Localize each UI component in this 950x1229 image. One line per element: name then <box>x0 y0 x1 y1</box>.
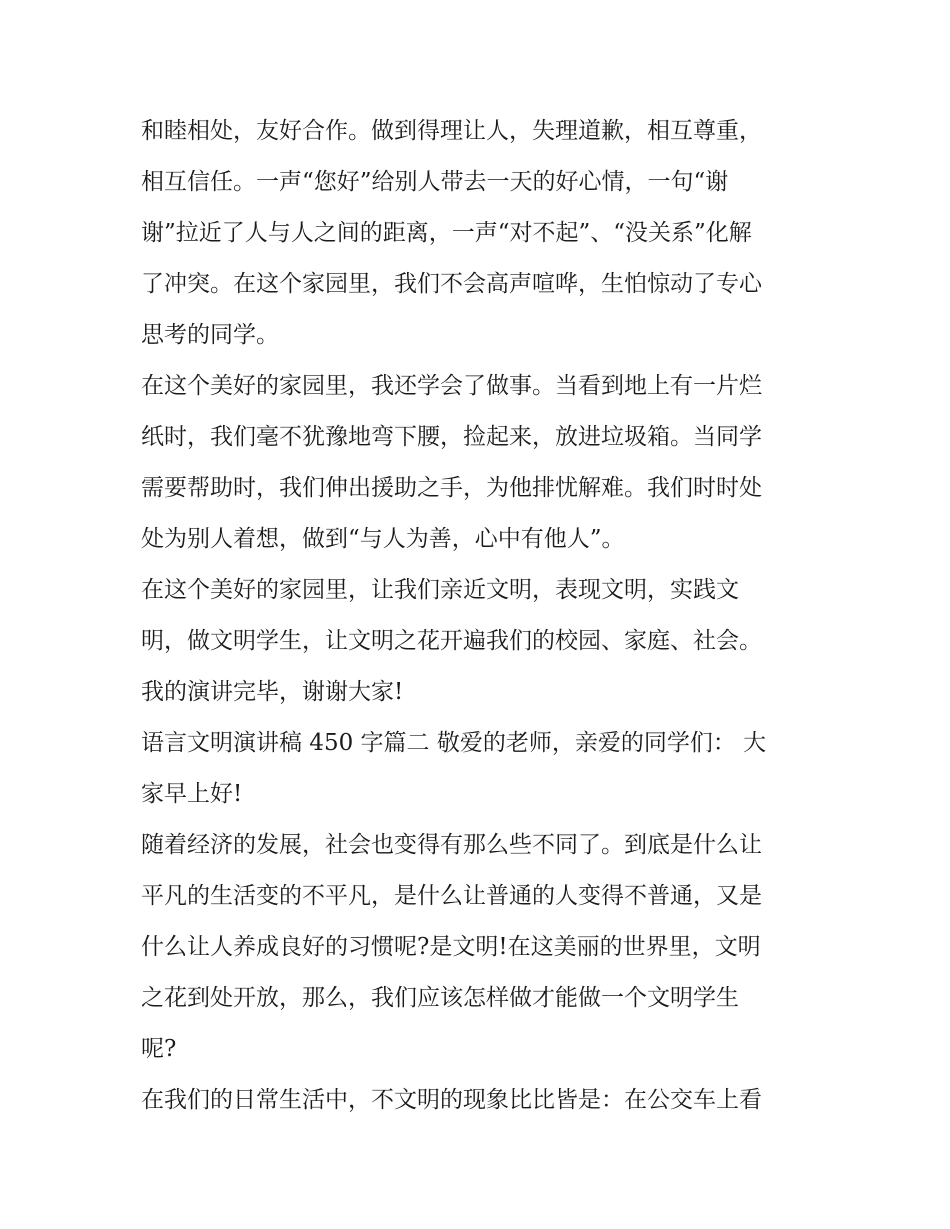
text-line: 家早上好! <box>141 781 243 807</box>
text-line: 相互信任。一声“您好”给别人带去一天的好心情，一句“谢 <box>141 169 729 195</box>
text-line: 需要帮助时，我们伸出援助之手，为他排忧解难。我们时时处 <box>141 475 762 501</box>
text-line: 和睦相处，友好合作。做到得理让人，失理道歉，相互尊重， <box>141 118 762 144</box>
text-line: 谢”拉近了人与人之间的距离，一声“对不起”、“没关系”化解 <box>141 220 752 246</box>
text-line: 呢? <box>141 1036 177 1062</box>
text-line: 了冲突。在这个家园里，我们不会高声喧哗，生怕惊动了专心 <box>141 271 762 297</box>
text-line: 在这个美好的家园里，我还学会了做事。当看到地上有一片烂 <box>141 373 762 399</box>
text-line: 随着经济的发展，社会也变得有那么些不同了。到底是什么让 <box>141 832 762 858</box>
text-line: 纸时，我们毫不犹豫地弯下腰，捡起来，放进垃圾箱。当同学 <box>141 424 762 450</box>
text-line: 处为别人着想，做到“与人为善，心中有他人”。 <box>141 526 625 552</box>
document-body <box>141 106 821 1126</box>
text-line: 在我们的日常生活中，不文明的现象比比皆是：在公交车上看 <box>141 1087 762 1113</box>
text-line: 什么让人养成良好的习惯呢?是文明!在这美丽的世界里，文明 <box>141 934 761 960</box>
text-line: 明，做文明学生，让文明之花开遍我们的校园、家庭、社会。 <box>141 628 762 654</box>
section-heading-line: 语言文明演讲稿 450 字篇二 敬爱的老师，亲爱的同学们： 大 <box>141 730 767 756</box>
text-line: 之花到处开放，那么，我们应该怎样做才能做一个文明学生 <box>141 985 739 1011</box>
text-line: 平凡的生活变的不平凡，是什么让普通的人变得不普通，又是 <box>141 883 762 909</box>
text-line: 思考的同学。 <box>141 322 279 348</box>
text-line: 我的演讲完毕，谢谢大家! <box>141 679 404 705</box>
text-line: 在这个美好的家园里，让我们亲近文明，表现文明，实践文 <box>141 577 739 603</box>
